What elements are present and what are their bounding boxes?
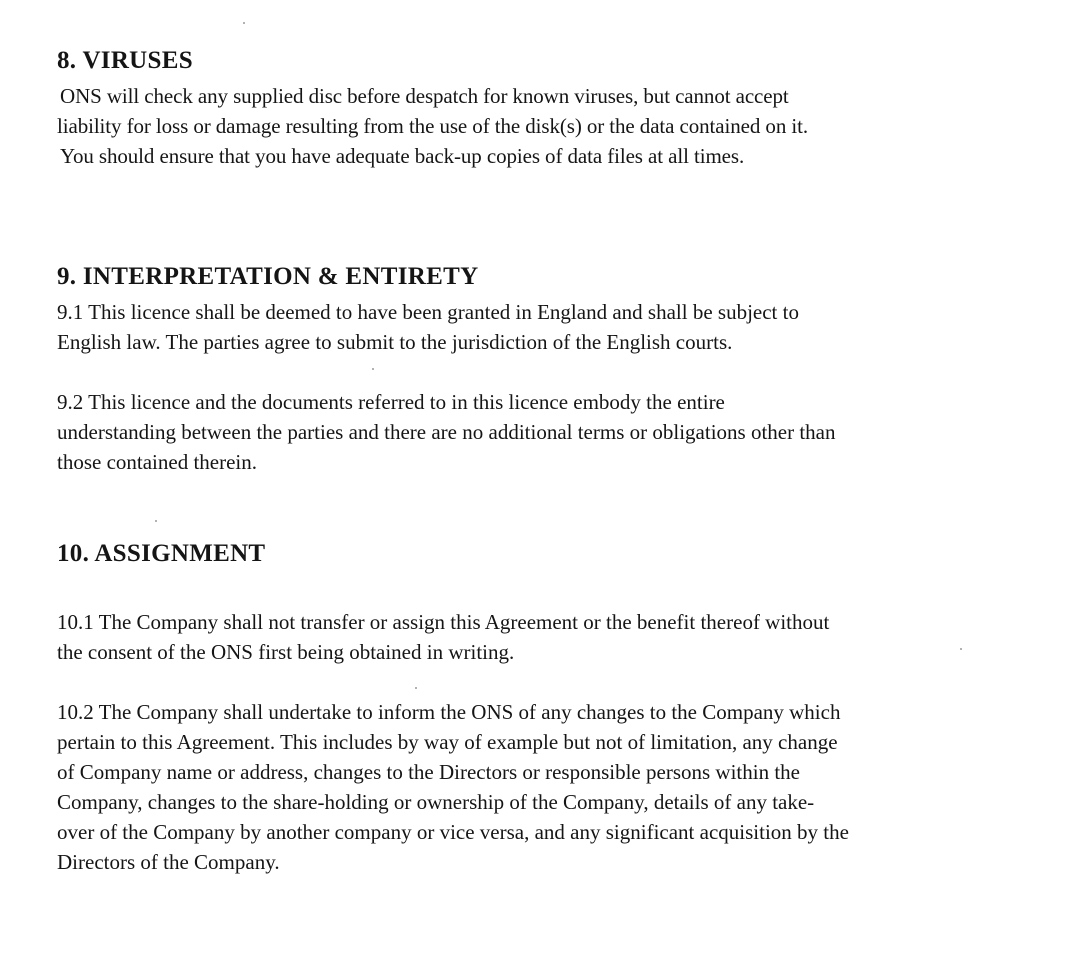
paragraph-line: those contained therein.	[57, 450, 258, 474]
paragraph-line: liability for loss or damage resulting from the use of the disk(s) or the data contained on it.	[57, 114, 808, 138]
paragraph-line: Directors of the Company.	[57, 850, 280, 874]
paragraph-line: Company, changes to the share-holding or ownership of the Company, details of any take-	[57, 790, 815, 814]
paragraph-10-1	[57, 607, 829, 667]
paragraph-line: understanding between the parties and there are no additional terms or obligations other than	[57, 420, 836, 444]
scan-speck	[960, 648, 962, 650]
paragraph-line: the consent of the ONS first being obtained in writing.	[57, 640, 515, 664]
paragraph-line: 10.1 The Company shall not transfer or assign this Agreement or the benefit thereof without	[57, 610, 830, 634]
section-heading-assignment: 10. ASSIGNMENT	[57, 540, 266, 567]
paragraph-line: English law. The parties agree to submit to the jurisdiction of the English courts.	[57, 330, 733, 354]
paragraph-10-2	[57, 697, 849, 877]
paragraph-line: 9.2 This licence and the documents referred to in this licence embody the entire	[57, 390, 725, 414]
paragraph-line: 9.1 This licence shall be deemed to have been granted in England and shall be subject to	[57, 300, 799, 324]
section-heading-viruses: 8. VIRUSES	[57, 47, 193, 74]
scan-speck	[372, 368, 374, 370]
scan-speck	[415, 687, 417, 689]
paragraph-line: of Company name or address, changes to the Directors or responsible persons within the	[57, 760, 800, 784]
paragraph-line: over of the Company by another company or vice versa, and any significant acquisition by the	[57, 820, 849, 844]
paragraph-9-1	[57, 297, 799, 357]
section-heading-interpretation: 9. INTERPRETATION & ENTIRETY	[57, 263, 479, 290]
paragraph-line: ONS will check any supplied disc before despatch for known viruses, but cannot accept	[60, 84, 789, 108]
paragraph-9-2	[57, 387, 836, 477]
paragraph-line: You should ensure that you have adequate back-up copies of data files at all times.	[60, 144, 745, 168]
scan-speck	[243, 22, 245, 24]
scan-speck	[155, 520, 157, 522]
paragraph-line: pertain to this Agreement. This includes by way of example but not of limitation, any change	[57, 730, 838, 754]
paragraph-line: 10.2 The Company shall undertake to inform the ONS of any changes to the Company which	[57, 700, 841, 724]
paragraph-viruses	[57, 81, 808, 171]
